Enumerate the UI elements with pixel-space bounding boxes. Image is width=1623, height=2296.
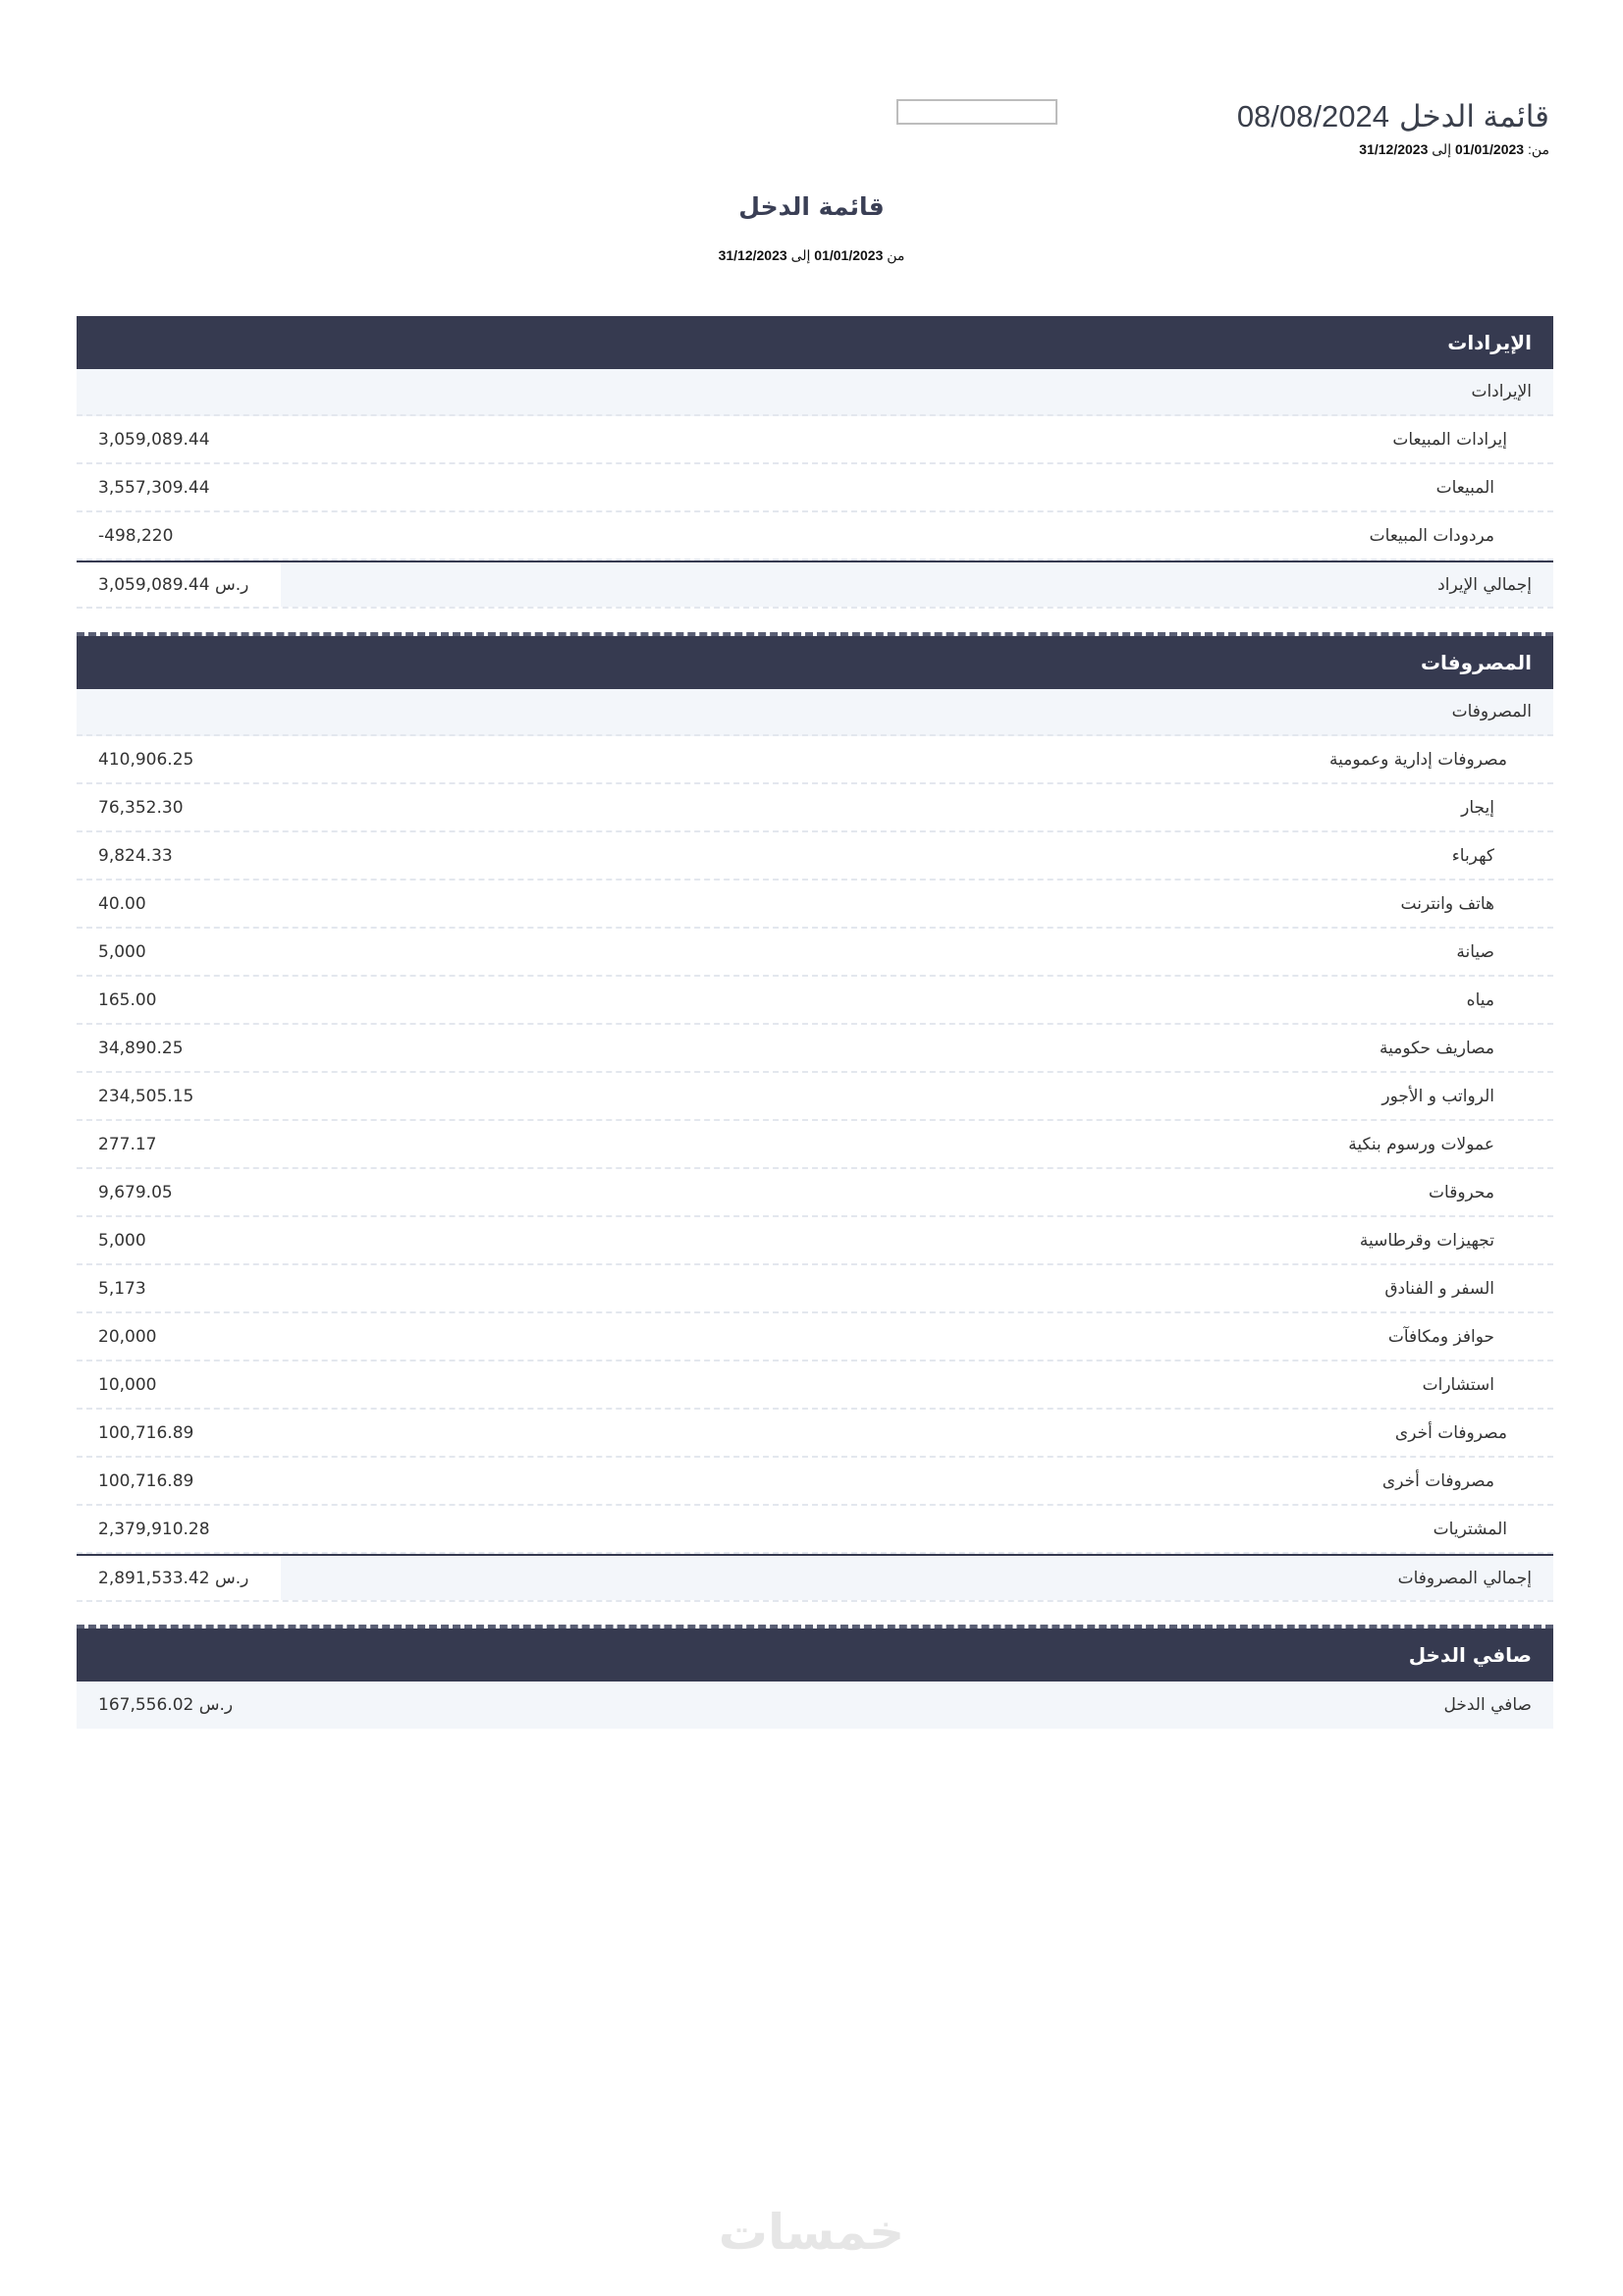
table-row xyxy=(77,1313,1553,1362)
revenue-total-value xyxy=(77,575,281,595)
revenue-section xyxy=(77,316,1553,609)
net-income-value xyxy=(77,1695,233,1715)
row-label: هاتف وانترنت xyxy=(1400,893,1494,914)
expenses-total-row xyxy=(77,1554,1553,1602)
table-row xyxy=(77,1410,1553,1458)
row-label: مصروفات إدارية وعمومية xyxy=(1329,749,1507,770)
row-label: كهرباء xyxy=(1451,845,1494,866)
report-range-from: 01/01/2023 xyxy=(814,247,884,263)
row-label: إيرادات المبيعات xyxy=(1392,429,1507,450)
row-value: 100,716.89 xyxy=(98,1470,194,1491)
header-range-from: 01/01/2023 xyxy=(1454,141,1525,157)
header-range-to-label: إلى xyxy=(1432,141,1452,157)
row-label: مصروفات أخرى xyxy=(1381,1470,1494,1491)
table-row xyxy=(77,1073,1553,1121)
row-label: مياه xyxy=(1466,989,1494,1010)
row-label: حوافز ومكافآت xyxy=(1387,1326,1494,1347)
table-row xyxy=(77,1025,1553,1073)
report-date-range xyxy=(0,247,1623,264)
expenses-total-label: إجمالي المصروفات xyxy=(281,1556,1553,1600)
revenue-total-label: إجمالي الإيراد xyxy=(281,562,1553,607)
table-row xyxy=(77,1458,1553,1506)
row-label: السفر و الفنادق xyxy=(1384,1278,1494,1299)
expenses-total-value xyxy=(77,1569,281,1588)
row-value: 9,679.05 xyxy=(98,1182,173,1202)
net-income-row xyxy=(77,1682,1553,1729)
row-value: 5,173 xyxy=(98,1278,146,1299)
net-income-amount: 167,556.02 xyxy=(98,1695,194,1715)
net-income-section-header: صافي الدخل xyxy=(77,1629,1553,1682)
revenue-group-label: الإيرادات xyxy=(77,369,1553,416)
report-title: قائمة الدخل xyxy=(738,192,885,221)
table-row xyxy=(77,1169,1553,1217)
row-label: الرواتب و الأجور xyxy=(1381,1086,1494,1106)
row-label: صيانة xyxy=(1456,941,1494,962)
header-title xyxy=(1227,98,1549,135)
revenue-total-row xyxy=(77,561,1553,609)
table-row xyxy=(77,1217,1553,1265)
table-row xyxy=(77,1362,1553,1410)
table-row xyxy=(77,832,1553,881)
row-value: 34,890.25 xyxy=(98,1038,184,1058)
expenses-total-amount: 2,891,533.42 xyxy=(98,1568,210,1588)
row-value: 3,557,309.44 xyxy=(98,477,210,498)
header-range-from-label: من xyxy=(1531,141,1549,157)
row-value: 40.00 xyxy=(98,893,146,914)
row-value: 234,505.15 xyxy=(98,1086,194,1106)
row-label: استشارات xyxy=(1422,1374,1494,1395)
row-label: المبيعات xyxy=(1435,477,1494,498)
row-label: محروقات xyxy=(1429,1182,1494,1202)
row-label: مصاريف حكومية xyxy=(1380,1038,1494,1058)
row-label: عمولات ورسوم بنكية xyxy=(1348,1134,1494,1154)
table-row xyxy=(77,881,1553,929)
table-row xyxy=(77,1506,1553,1554)
row-label: مردودات المبيعات xyxy=(1369,525,1494,546)
row-value: 5,000 xyxy=(98,941,146,962)
row-value: -498,220 xyxy=(98,525,174,546)
row-value: 2,379,910.28 xyxy=(98,1519,210,1539)
row-label: إيجار xyxy=(1461,797,1494,818)
header-date: 08/08/2024 xyxy=(1236,99,1389,133)
table-row xyxy=(77,929,1553,977)
table-row xyxy=(77,464,1553,512)
header-empty-field[interactable] xyxy=(896,99,1057,125)
row-label: المشتريات xyxy=(1433,1519,1507,1539)
net-income-section xyxy=(77,1625,1553,1729)
table-row xyxy=(77,512,1553,561)
table-row xyxy=(77,736,1553,784)
header-date-range: من: 01/01/2023 إلى 31/12/2023 xyxy=(1359,141,1549,157)
row-value: 410,906.25 xyxy=(98,749,194,770)
revenue-section-header: الإيرادات xyxy=(77,316,1553,369)
table-row xyxy=(77,416,1553,464)
page-header xyxy=(1227,98,1549,158)
row-value: 10,000 xyxy=(98,1374,157,1395)
row-value: 165.00 xyxy=(98,989,157,1010)
report-range-to: 31/12/2023 xyxy=(718,247,787,263)
report-range-to-label: إلى xyxy=(790,247,811,263)
row-label: مصروفات أخرى xyxy=(1394,1422,1507,1443)
expenses-section-header: المصروفات xyxy=(77,636,1553,689)
row-value: 3,059,089.44 xyxy=(98,429,210,450)
row-value: 100,716.89 xyxy=(98,1422,194,1443)
watermark-logo: خمسات xyxy=(718,2204,905,2261)
row-value: 9,824.33 xyxy=(98,845,173,866)
currency-label: ر.س xyxy=(214,1568,249,1588)
table-row xyxy=(77,784,1553,832)
row-value: 20,000 xyxy=(98,1326,157,1347)
row-value: 277.17 xyxy=(98,1134,157,1154)
revenue-total-amount: 3,059,089.44 xyxy=(98,574,210,595)
expenses-section xyxy=(77,632,1553,1602)
row-value: 5,000 xyxy=(98,1230,146,1251)
report-range-from-label: من xyxy=(887,247,905,263)
table-row xyxy=(77,1265,1553,1313)
expenses-group-label: المصروفات xyxy=(77,689,1553,736)
row-value: 76,352.30 xyxy=(98,797,184,818)
row-label: تجهيزات وقرطاسية xyxy=(1359,1230,1494,1251)
currency-label: ر.س xyxy=(214,574,249,595)
table-row xyxy=(77,977,1553,1025)
header-title-text: قائمة الدخل xyxy=(1398,99,1549,133)
table-row xyxy=(77,1121,1553,1169)
header-range-to: 31/12/2023 xyxy=(1359,141,1429,157)
currency-label: ر.س xyxy=(198,1695,234,1715)
net-income-label: صافي الدخل xyxy=(1443,1695,1532,1715)
